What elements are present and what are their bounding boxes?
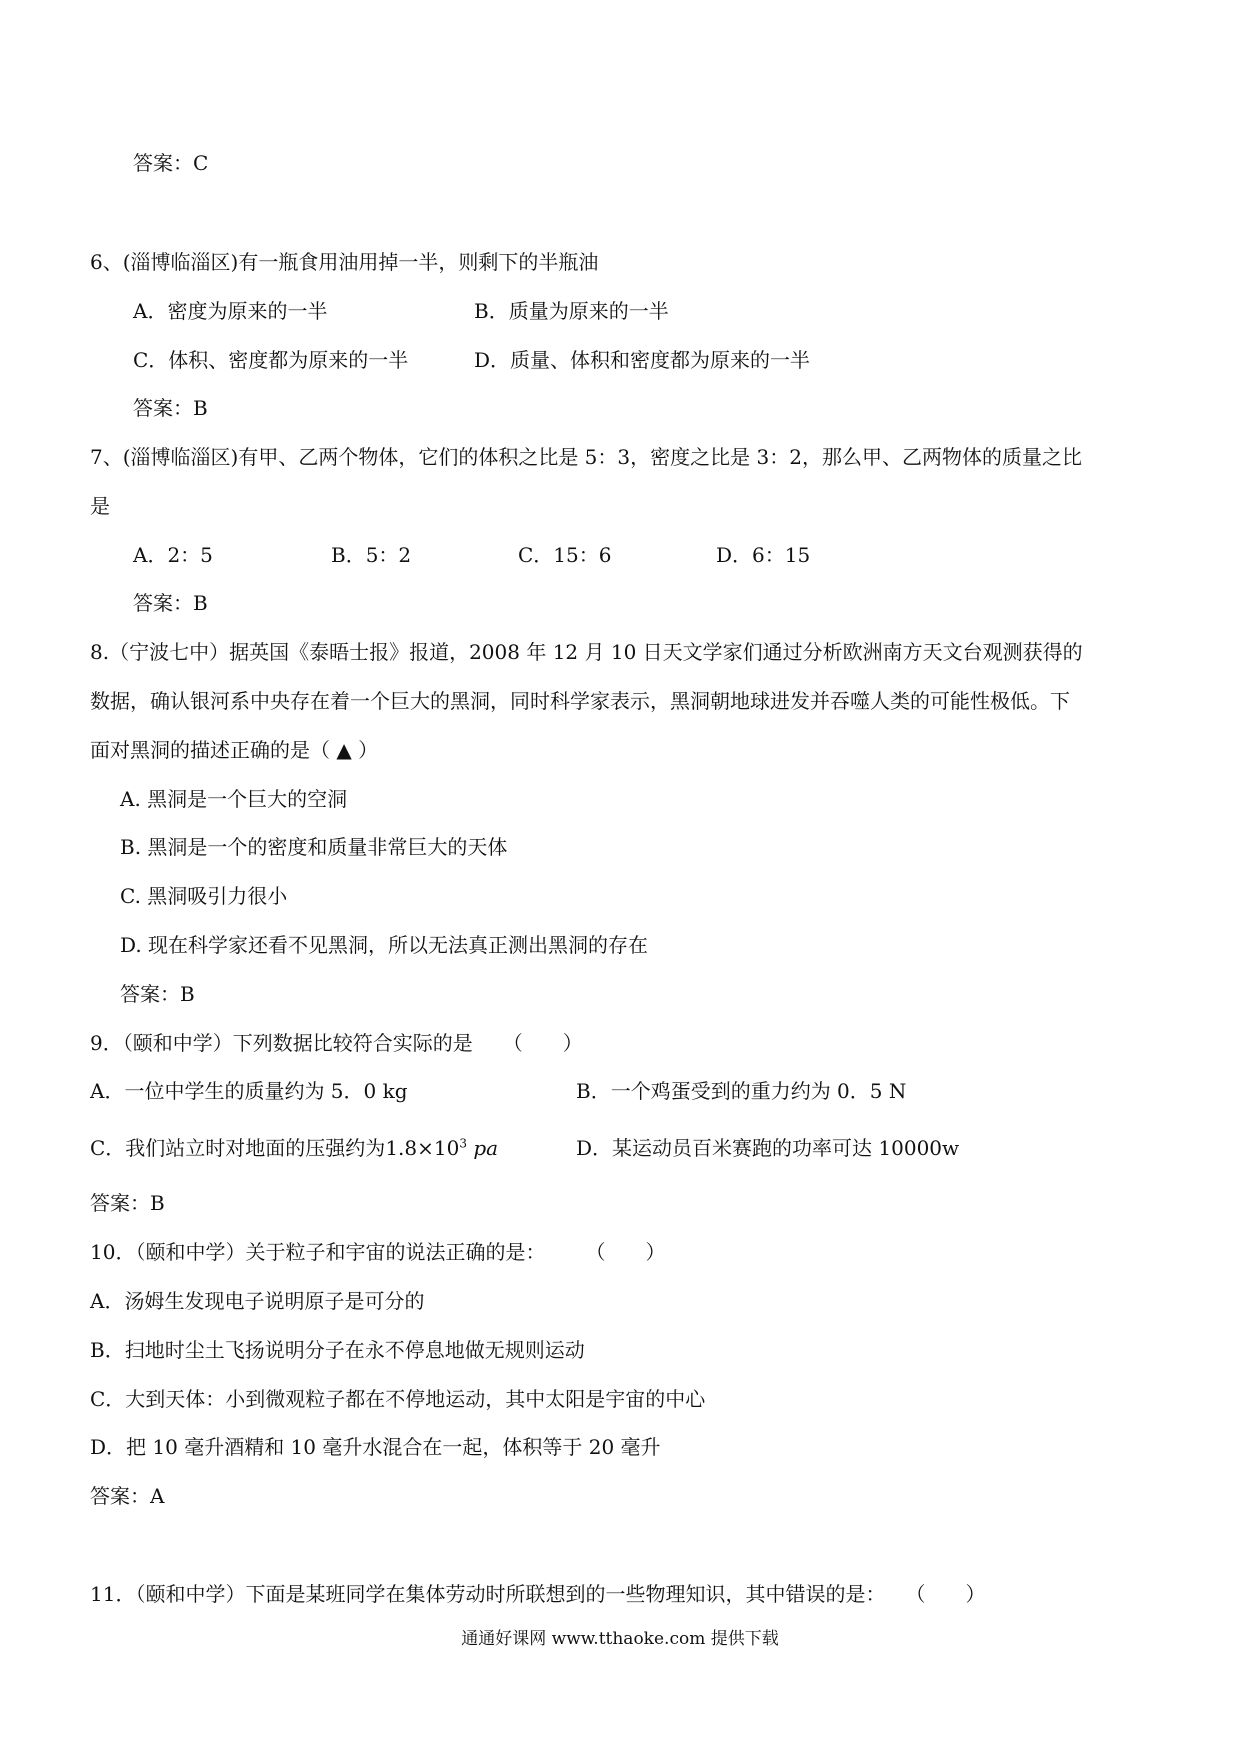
question-9-formula [385, 1136, 498, 1160]
question-6-option-b: B．质量为原来的一半 [474, 299, 669, 323]
question-7-options-row [0, 541, 1240, 569]
question-9-option-b: B．一个鸡蛋受到的重力约为 0．5 N [576, 1079, 907, 1103]
question-7-option-c: C．15：6 [518, 543, 612, 567]
question-8-option-a: A. 黑洞是一个巨大的空洞 [120, 787, 348, 811]
answer-q9: 答案：B [90, 1191, 165, 1215]
question-9-option-c [90, 1134, 498, 1162]
question-9-formula-base: 1.8×10 [385, 1136, 460, 1160]
question-8-option-b: B. 黑洞是一个的密度和质量非常巨大的天体 [120, 835, 508, 859]
question-8-stem-line-3: 面对黑洞的描述正确的是（ ▲ ） [90, 738, 379, 762]
question-8-option-d: D. 现在科学家还看不见黑洞，所以无法真正测出黑洞的存在 [120, 933, 649, 957]
question-7-stem-line-1: 7、(淄博临淄区)有甲、乙两个物体，它们的体积之比是 5：3，密度之比是 3：2，那么甲、乙两物体的质量之比 [90, 445, 1082, 469]
question-7-option-a: A．2：5 [133, 543, 213, 567]
question-8-stem-line-2: 数据，确认银河系中央存在着一个巨大的黑洞，同时科学家表示，黑洞朝地球进发并吞噬人类的可能性极低。下 [90, 689, 1070, 713]
question-6-option-d: D．质量、体积和密度都为原来的一半 [474, 348, 811, 372]
question-10-option-d: D．把 10 毫升酒精和 10 毫升水混合在一起，体积等于 20 毫升 [90, 1435, 661, 1459]
question-10-option-c: C．大到天体：小到微观粒子都在不停地运动，其中太阳是宇宙的中心 [90, 1387, 706, 1411]
question-10-stem: 10．（颐和中学）关于粒子和宇宙的说法正确的是： （ ） [90, 1240, 666, 1264]
question-6-options-row-2 [0, 346, 1240, 374]
page-footer: 通通好课网 www.tthaoke.com 提供下载 [461, 1629, 779, 1649]
question-9-options-row-2 [0, 1134, 1240, 1162]
question-6-option-c: C．体积、密度都为原来的一半 [133, 348, 409, 372]
question-6-options-row-1 [0, 297, 1240, 325]
answer-q7: 答案：B [133, 591, 208, 615]
question-7-stem-line-2: 是 [90, 494, 110, 518]
question-10-option-a: A．汤姆生发现电子说明原子是可分的 [90, 1289, 425, 1313]
answer-q5: 答案：C [133, 151, 209, 175]
question-9-formula-exponent: 3 [459, 1136, 467, 1151]
answer-q8: 答案：B [120, 982, 195, 1006]
question-7-option-d: D．6：15 [716, 543, 811, 567]
question-9-formula-unit: pa [466, 1136, 499, 1160]
question-9-option-c-text: C．我们站立时对地面的压强约为 [90, 1136, 386, 1160]
question-9-options-row-1 [0, 1077, 1240, 1105]
answer-q6: 答案：B [133, 396, 208, 420]
question-9-option-d: D．某运动员百米赛跑的功率可达 10000w [576, 1136, 960, 1160]
question-10-option-b: B．扫地时尘土飞扬说明分子在永不停息地做无规则运动 [90, 1338, 585, 1362]
question-8-stem-line-1: 8.（宁波七中）据英国《泰晤士报》报道，2008 年 12 月 10 日天文学家们通过分析欧洲南方天文台观测获得的 [90, 640, 1083, 664]
question-11-stem: 11．（颐和中学）下面是某班同学在集体劳动时所联想到的一些物理知识，其中错误的是： （ ） [90, 1582, 986, 1606]
question-8-option-c: C. 黑洞吸引力很小 [120, 884, 288, 908]
question-6-option-a: A．密度为原来的一半 [133, 299, 328, 323]
question-6-stem: 6、(淄博临淄区)有一瓶食用油用掉一半，则剩下的半瓶油 [90, 250, 599, 274]
question-9-option-a: A．一位中学生的质量约为 5．0 kg [90, 1079, 408, 1103]
question-7-option-b: B．5：2 [331, 543, 412, 567]
question-9-stem: 9．（颐和中学）下列数据比较符合实际的是 （ ） [90, 1031, 583, 1055]
answer-q10: 答案：A [90, 1484, 165, 1508]
